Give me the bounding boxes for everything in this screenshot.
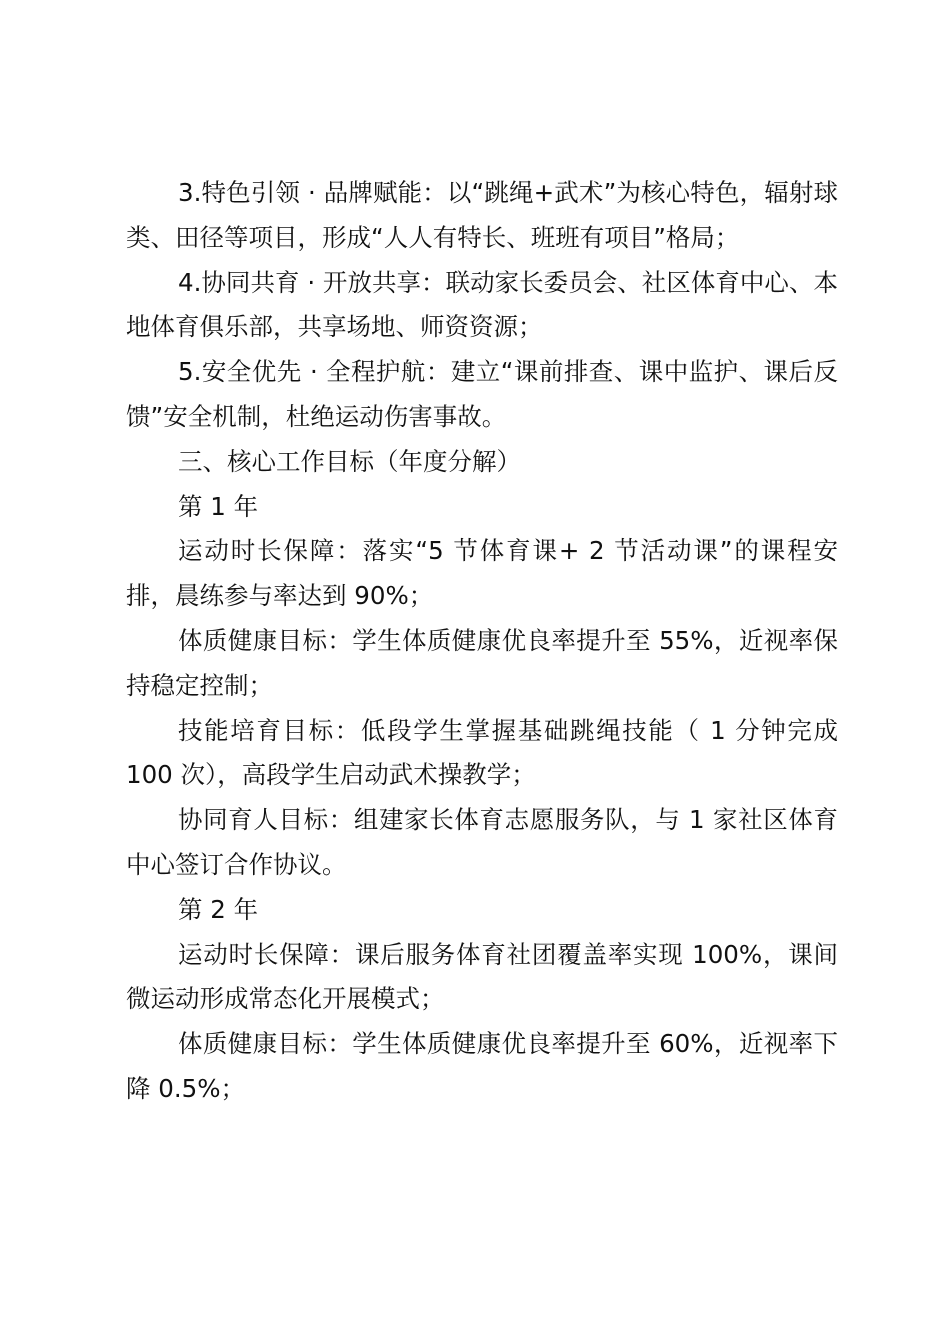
- paragraph-year1-health: 体质健康目标：学生体质健康优良率提升至 55%，近视率保持稳定控制；: [126, 625, 838, 700]
- paragraph-year1-skills: 技能培育目标：低段学生掌握基础跳绳技能（ 1 分钟完成 100 次），高段学生启动武术操教学；: [126, 715, 838, 790]
- document-body: [126, 171, 838, 1112]
- year-2-heading: 第 2 年: [178, 894, 259, 924]
- paragraph-year2-exercise-time: 运动时长保障：课后服务体育社团覆盖率实现 100%，课间微运动形成常态化开展模式；: [126, 939, 838, 1014]
- paragraph-year1-collaboration: 协同育人目标：组建家长体育志愿服务队，与 1 家社区体育中心签订合作协议。: [126, 805, 838, 879]
- paragraph-year1-exercise-time: 运动时长保障：落实“5 节体育课+ 2 节活动课”的课程安排，晨练参与率达到 90%；: [126, 536, 838, 611]
- section-heading-core-goals: 三、核心工作目标（年度分解）: [178, 446, 521, 476]
- paragraph-principle-5: 5.安全优先 · 全程护航：建立“课前排查、课中监护、课后反馈”安全机制，杜绝运动伤害事故。: [126, 357, 838, 431]
- paragraph-principle-3: 3.特色引领 · 品牌赋能：以“跳绳+武术”为核心特色，辐射球类、田径等项目，形成“人人有特长、班班有项目”格局；: [126, 178, 838, 252]
- paragraph-principle-4: 4.协同共育 · 开放共享：联动家长委员会、社区体育中心、本地体育俱乐部，共享场地、师资资源；: [126, 267, 838, 342]
- paragraph-year2-health: 体质健康目标：学生体质健康优良率提升至 60%，近视率下降 0.5%；: [126, 1029, 838, 1103]
- year-1-heading: 第 1 年: [178, 491, 259, 521]
